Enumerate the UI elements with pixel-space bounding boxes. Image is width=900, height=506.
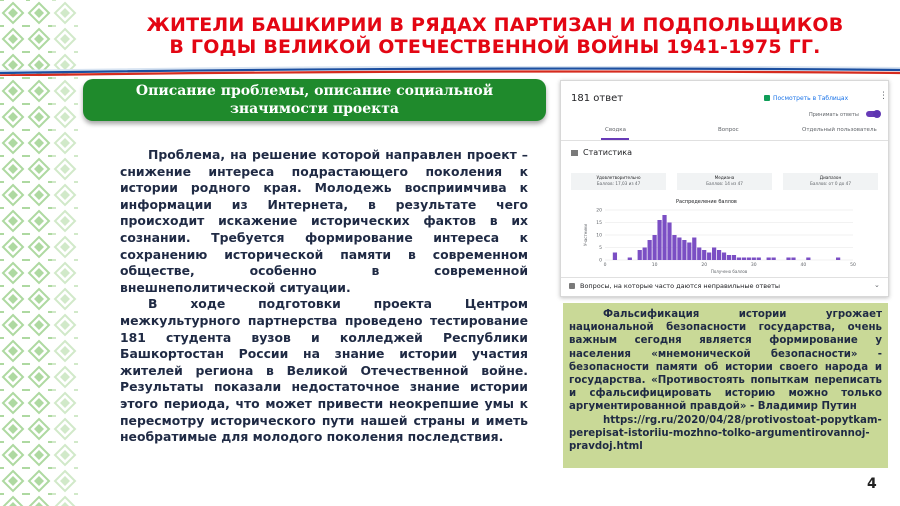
chart-y-tick-label: 10 [596, 233, 602, 239]
ornament-motif [26, 338, 52, 364]
ornament-motif [52, 0, 78, 26]
ornament-motif [0, 286, 26, 312]
chart-bar [737, 258, 741, 261]
ornament-motif [26, 286, 52, 312]
chart-bar [757, 258, 761, 261]
frequent-mistakes-row[interactable] [561, 277, 888, 297]
ornament-motif [52, 494, 78, 506]
chart-y-tick-label: 5 [599, 246, 602, 251]
paragraph-problem: Проблема, на решение которой направлен проект – снижение интереса подрастающего поколения к истории родного края. Молодежь восприимчива к информации из Интернета, в результате чего происходит искажение исторических фактов в их сознании. Требуется формирование интереса к сохранению исторической памяти в современном обществе, особенно в современной внешнеполитической ситуации. [120, 147, 528, 295]
forms-results-screenshot [560, 80, 889, 297]
ornament-motif [26, 182, 52, 208]
ornament-motif [52, 130, 78, 156]
stat-box-label: Диапазон [819, 175, 842, 180]
chart-bar [652, 235, 656, 260]
statistics-title: Статистика [583, 148, 632, 157]
view-in-sheets-link[interactable]: Посмотреть в Таблицах [773, 95, 849, 102]
ornament-motif [0, 0, 26, 26]
ornament-motif [0, 104, 26, 130]
slide-title-line1: ЖИТЕЛИ БАШКИРИИ В РЯДАХ ПАРТИЗАН И ПОДПОЛЬЩИКОВ [146, 14, 844, 36]
ornament-motif [52, 390, 78, 416]
stat-box-average [571, 173, 666, 190]
question-icon [569, 283, 575, 289]
stat-box-value: Баллов: 17,03 из 47 [596, 180, 641, 186]
body-text [120, 147, 528, 446]
ornament-motif [0, 260, 26, 286]
chart-bar [806, 258, 810, 261]
chart-bar [717, 250, 721, 260]
stat-box-label: Удовлетворительно [596, 175, 641, 180]
ornament-motif [52, 416, 78, 442]
chart-y-tick-label: 20 [596, 208, 602, 214]
ornament-motif [0, 338, 26, 364]
chart-bar [638, 250, 642, 260]
ornament-motif [26, 130, 52, 156]
chart-bar [727, 255, 731, 260]
slide-title-line2: В ГОДЫ ВЕЛИКОЙ ОТЕЧЕСТВЕННОЙ ВОЙНЫ 1941-1975 ГГ. [169, 36, 821, 58]
responses-count: 181 ответ [571, 93, 624, 104]
chart-bar [707, 253, 711, 261]
ornament-motif [52, 182, 78, 208]
ornament-motif [26, 390, 52, 416]
quote-box [563, 303, 888, 468]
more-options-icon[interactable]: ⋮ [879, 91, 888, 101]
chart-x-tick-label: 20 [701, 263, 708, 268]
ornament-motif [52, 364, 78, 390]
chart-bar [791, 258, 795, 261]
stat-box-value: Баллов: 14 из 47 [706, 180, 743, 186]
chart-bar [657, 220, 661, 260]
score-distribution-chart [583, 204, 873, 274]
tab-summary[interactable]: Сводка [605, 127, 626, 133]
ornament-motif [0, 208, 26, 234]
chart-bar [752, 258, 756, 261]
distribution-title: Распределение баллов [676, 199, 737, 205]
tabs-divider [561, 140, 888, 141]
sheets-icon [764, 95, 770, 101]
chart-y-tick-label: 0 [599, 258, 602, 264]
ornament-motif [26, 0, 52, 26]
chart-bar [747, 258, 751, 261]
ornament-motif [26, 104, 52, 130]
ornament-motif [26, 156, 52, 182]
chart-bar [687, 243, 691, 261]
ornament-motif [26, 416, 52, 442]
chart-bar [722, 253, 726, 261]
chart-bar [702, 250, 706, 260]
chart-bar [836, 258, 840, 261]
ornament-motif [26, 442, 52, 468]
stat-box-median [677, 173, 772, 190]
ornament-motif [0, 156, 26, 182]
chart-x-tick-label: 0 [603, 263, 607, 268]
chart-bar [662, 215, 666, 260]
quote-source-url[interactable]: https://rg.ru/2020/04/28/protivostoat-popytkam-perepisat-istoriiu-mozhno-tolko-argumentirovannoj-pravdoj.html [569, 414, 882, 453]
ornament-motif [26, 260, 52, 286]
chart-bar [628, 258, 632, 261]
ornament-motif [26, 312, 52, 338]
stat-box-value: Баллов: от 0 до 47 [809, 180, 851, 186]
statistics-icon [571, 150, 578, 156]
accept-responses-label: Принимать ответы [809, 112, 859, 118]
chart-y-axis-label: Участники [583, 223, 588, 247]
paragraph-testing: В ходе подготовки проекта Центром межкультурного партнерства проведено тестирование 181 студента вузов и колледжей Республики Башкортостан России на знание истории участия жителей региона в Великой Отечественной войне. Результаты показали недостаточное знание истории этого периода, что может привести неокрепшие умы к пересмотру исторического пути нашей страны и иметь необратимые для молодого поколения последствия. [120, 296, 528, 445]
ornament-motif [0, 26, 26, 52]
ornament-motif [52, 312, 78, 338]
chart-bar [767, 258, 771, 261]
ornament-motif [52, 156, 78, 182]
chart-x-tick-label: 10 [651, 263, 658, 268]
ornament-motif [26, 468, 52, 494]
chart-bar [742, 258, 746, 261]
slide-title [110, 14, 880, 58]
page-number: 4 [867, 476, 877, 492]
ornament-motif [0, 390, 26, 416]
ornament-motif [52, 338, 78, 364]
ornament-motif [26, 364, 52, 390]
ornament-motif [0, 416, 26, 442]
ornament-motif [0, 494, 26, 506]
ornament-motif [52, 234, 78, 260]
ornament-motif [52, 208, 78, 234]
chart-x-axis-label: Получено баллов [710, 269, 748, 274]
ornament-motif [0, 364, 26, 390]
ornament-motif [52, 26, 78, 52]
chart-bar [697, 248, 701, 261]
ornament-motif [0, 78, 26, 104]
ornament-motif [0, 234, 26, 260]
chart-x-tick-label: 40 [800, 263, 807, 268]
ornament-motif [52, 286, 78, 312]
chevron-down-icon[interactable]: ⌄ [874, 281, 880, 289]
ornament-motif [26, 208, 52, 234]
frequent-mistakes-label: Вопросы, на которые часто даются неправильные ответы [580, 282, 781, 290]
chart-bar [667, 223, 671, 261]
chart-x-tick-label: 50 [850, 263, 856, 268]
chart-bar [786, 258, 790, 261]
tab-question[interactable]: Вопрос [718, 127, 739, 133]
ornament-motif [52, 442, 78, 468]
chart-x-tick-label: 30 [750, 263, 757, 268]
ornament-motif [0, 442, 26, 468]
ornament-motif [52, 468, 78, 494]
tab-individual[interactable]: Отдельный пользователь [802, 127, 877, 133]
ornament-motif [26, 234, 52, 260]
ornament-motif [0, 130, 26, 156]
chart-bar [677, 238, 681, 261]
chart-bar [732, 255, 736, 260]
ornament-motif [52, 104, 78, 130]
chart-bar [712, 248, 716, 261]
chart-bar [643, 248, 647, 261]
chart-y-tick-label: 15 [596, 221, 602, 226]
stat-box-range [783, 173, 878, 190]
tricolor-divider [0, 66, 900, 76]
ornament-motif [0, 468, 26, 494]
accept-responses-toggle[interactable] [866, 111, 880, 117]
ornament-motif [0, 312, 26, 338]
ornament-motif [52, 78, 78, 104]
stat-box-label: Медиана [714, 175, 735, 180]
section-heading-banner [83, 79, 546, 121]
ornament-motif [26, 78, 52, 104]
ornament-motif [26, 494, 52, 506]
chart-bar [682, 240, 686, 260]
chart-bar [692, 238, 696, 261]
section-heading: Описание проблемы, описание социальной значимости проекта [135, 83, 494, 117]
chart-bar [772, 258, 776, 261]
chart-bar [648, 240, 652, 260]
ornament-motif [26, 26, 52, 52]
quote-text: Фальсификация истории угрожает национальной безопасности государства, очень важным сегодня является формирование у населения «мнемонической безопасности» - безопасности памяти об истории своего народа и государства. «Противостоять попыткам переписать и сфальсифицировать историю можно только аргументированной правдой» - Владимир Путин [569, 309, 882, 413]
ornament-motif [52, 260, 78, 286]
chart-bar [613, 253, 617, 261]
chart-bar [672, 235, 676, 260]
ornament-motif [0, 182, 26, 208]
